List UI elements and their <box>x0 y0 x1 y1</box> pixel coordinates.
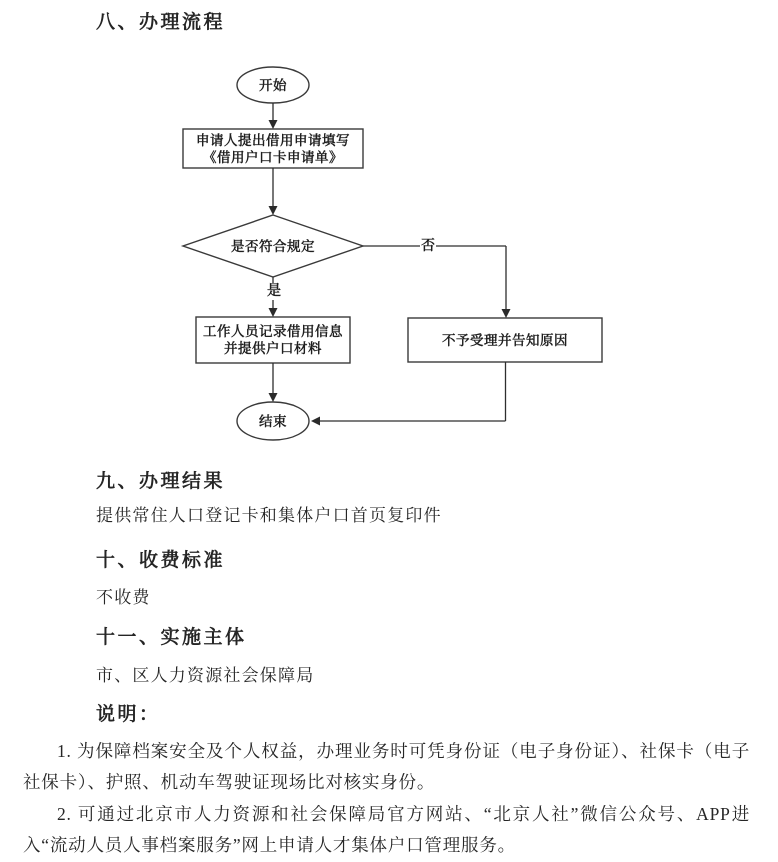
apply-node-line1: 申请人提出借用申请填写 <box>196 132 350 148</box>
apply-node-label <box>183 129 363 168</box>
record-node-label <box>196 317 350 363</box>
reject-node-label: 不予受理并告知原因 <box>442 332 568 348</box>
start-node-label: 开始 <box>259 77 287 93</box>
decision-node-label: 是否符合规定 <box>231 238 315 254</box>
arrow-down-icon <box>269 308 278 317</box>
section-9-title: 九、办理结果 <box>96 471 226 492</box>
note-paragraph-1: 1. 为保障档案安全及个人权益，办理业务时可凭身份证（电子身份证）、社保卡（电子社保卡）、护照、机动车驾驶证现场比对核实身份。 <box>23 741 750 793</box>
arrow-left-icon <box>311 417 320 426</box>
arrow-down-icon <box>269 120 278 129</box>
end-node-label: 结束 <box>259 413 287 429</box>
section-9-body: 提供常住人口登记卡和集体户口首页复印件 <box>96 506 442 525</box>
section-10-title: 十、收费标准 <box>96 550 226 571</box>
section-10-body: 不收费 <box>96 588 151 607</box>
notes-block <box>23 736 750 862</box>
arrow-down-icon <box>269 393 278 402</box>
notes-title: 说明： <box>96 704 161 725</box>
section-11-title: 十一、实施主体 <box>96 627 247 648</box>
section-8-title: 八、办理流程 <box>96 12 226 33</box>
record-node-line1: 工作人员记录借用信息 <box>203 324 343 339</box>
arrow-down-icon <box>269 206 278 215</box>
record-node-line2: 并提供户口材料 <box>224 341 322 356</box>
arrow-down-icon <box>502 309 511 318</box>
note-paragraph-2: 2. 可通过北京市人力资源和社会保障局官方网站、“北京人社”微信公众号、APP进入“流动人员人事档案服务”网上申请人才集体户口管理服务。 <box>23 803 750 856</box>
no-branch-label: 否 <box>421 239 435 254</box>
section-11-body: 市、区人力资源社会保障局 <box>96 666 315 685</box>
yes-branch-label: 是 <box>267 284 281 299</box>
apply-node-line2: 《借用户口卡申请单》 <box>203 149 343 165</box>
